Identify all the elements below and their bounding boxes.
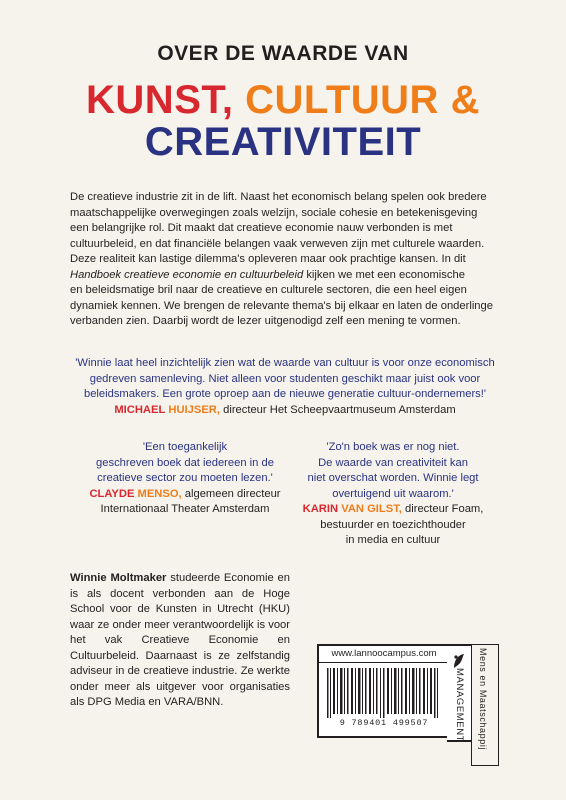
quote-attribution <box>70 487 300 503</box>
author-last-name: VAN GILST, <box>341 503 402 515</box>
intro-line: dynamiek kennen. We brengen de relevante thema's bij elkaar en laten de onderlinge <box>70 299 493 312</box>
quote-huijser <box>60 356 510 418</box>
quote-attribution <box>60 403 510 419</box>
series-label: Mens en Maatschappij <box>478 648 488 751</box>
intro-line: en beleidsmatige bril naar de creatieve en culturele sectoren, die een heel eigen <box>70 284 467 296</box>
author-role: algemeen directeur <box>181 487 281 500</box>
author-bio-name: Winnie Moltmaker <box>70 572 167 584</box>
intro-line: een belangrijke rol. Dit maakt dat creatieve economie nauw verbonden is met <box>70 222 453 234</box>
author-role: directeur Foam, <box>401 503 484 515</box>
author-first-name: CLAYDE <box>89 487 135 500</box>
intro-paragraph <box>70 190 502 330</box>
quote-line: creatieve sector zou moeten lezen.' <box>97 472 273 484</box>
author-role-line-3: in media en cultuur <box>345 534 441 546</box>
author-last-name: MENSO, <box>137 487 182 500</box>
intro-line: cultuurbeleid, en dat financiële belangen vaak verweven zijn met culturele waarden. <box>70 237 485 250</box>
category-label: MANAGEMENT <box>454 668 465 743</box>
title-creativiteit: CREATIVITEIT <box>144 120 422 164</box>
author-first-name: MICHAEL <box>114 403 166 416</box>
quote-line: overtuigend uit waarom.' <box>332 487 454 500</box>
barcode-panel <box>317 644 451 738</box>
intro-line: Deze realiteit kan lastige dilemma's opleveren maar ook prachtige kansen. In dit <box>70 253 466 265</box>
quote-line: gedreven samenleving. Niet alleen voor studenten geschikt maar juist ook voor <box>89 372 481 385</box>
quote-attribution <box>288 502 498 518</box>
quote-van-gilst <box>288 440 498 549</box>
publisher-url: www.lannoocampus.com <box>319 646 449 663</box>
title-cultuur: CULTUUR <box>245 78 439 122</box>
author-role-line-2: Internationaal Theater Amsterdam <box>100 503 270 515</box>
author-role: directeur Het Scheepvaartmuseum Amsterdam <box>220 403 456 416</box>
quote-line: beleidsmakers. Een grote oproep aan de nieuwe generatie cultuur-ondernemers!' <box>83 388 487 400</box>
author-last-name: HUIJSER, <box>168 403 220 416</box>
author-bio <box>70 571 290 711</box>
quote-line: 'Een toegankelijk <box>142 441 228 453</box>
isbn-number: 9 789401 499507 <box>339 718 429 728</box>
quote-line: geschreven boek dat iedereen in de <box>96 456 274 469</box>
intro-line: De creatieve industrie zit in de lift. Naast het economisch belang spelen ook bredere <box>70 191 487 203</box>
title-kunst: KUNST, <box>86 78 234 122</box>
intro-line-rest: kijken we met een economische <box>303 268 465 281</box>
intro-line <box>70 268 502 284</box>
quote-line: 'Zo'n boek was er nog niet. <box>326 441 460 453</box>
title-line-1: OVER DE WAARDE VAN <box>157 42 409 65</box>
intro-line: verbanden zien. Daarbij wordt de lezer uitgenodigd zelf een mening te vormen. <box>70 315 461 327</box>
barcode-icon <box>325 668 443 718</box>
quote-line: niet overschat worden. Winnie legt <box>307 472 479 484</box>
author-first-name: KARIN <box>302 503 339 515</box>
quote-line: De waarde van creativiteit kan <box>318 456 468 469</box>
title-line-2 <box>0 78 566 122</box>
book-title-italic: Handboek creatieve economie en cultuurbeleid <box>70 268 304 281</box>
author-role-line-2: bestuurder en toezichthouder <box>320 518 466 531</box>
author-bio-text: studeerde Economie en is als docent verbonden aan de Hoge School voor de Kunsten in Utrecht (HKU) waar ze onder meer verantwoordelijk is voor het vak Creatieve Economie en Cultuurbeleid. Daarnaast is ze zelfstandig adviseur in de creatieve industrie. Ze werkte onder meer als uitgever voor organisaties als DPG Media en VARA/BNN. <box>70 572 290 708</box>
intro-line: maatschappelijke overwegingen zoals welzijn, sociale cohesie en betekenisgeving <box>70 206 478 219</box>
quote-menso <box>70 440 300 518</box>
title-ampersand: & <box>450 78 480 122</box>
quote-line: 'Winnie laat heel inzichtelijk zien wat de waarde van cultuur is voor onze economisch <box>75 357 495 369</box>
